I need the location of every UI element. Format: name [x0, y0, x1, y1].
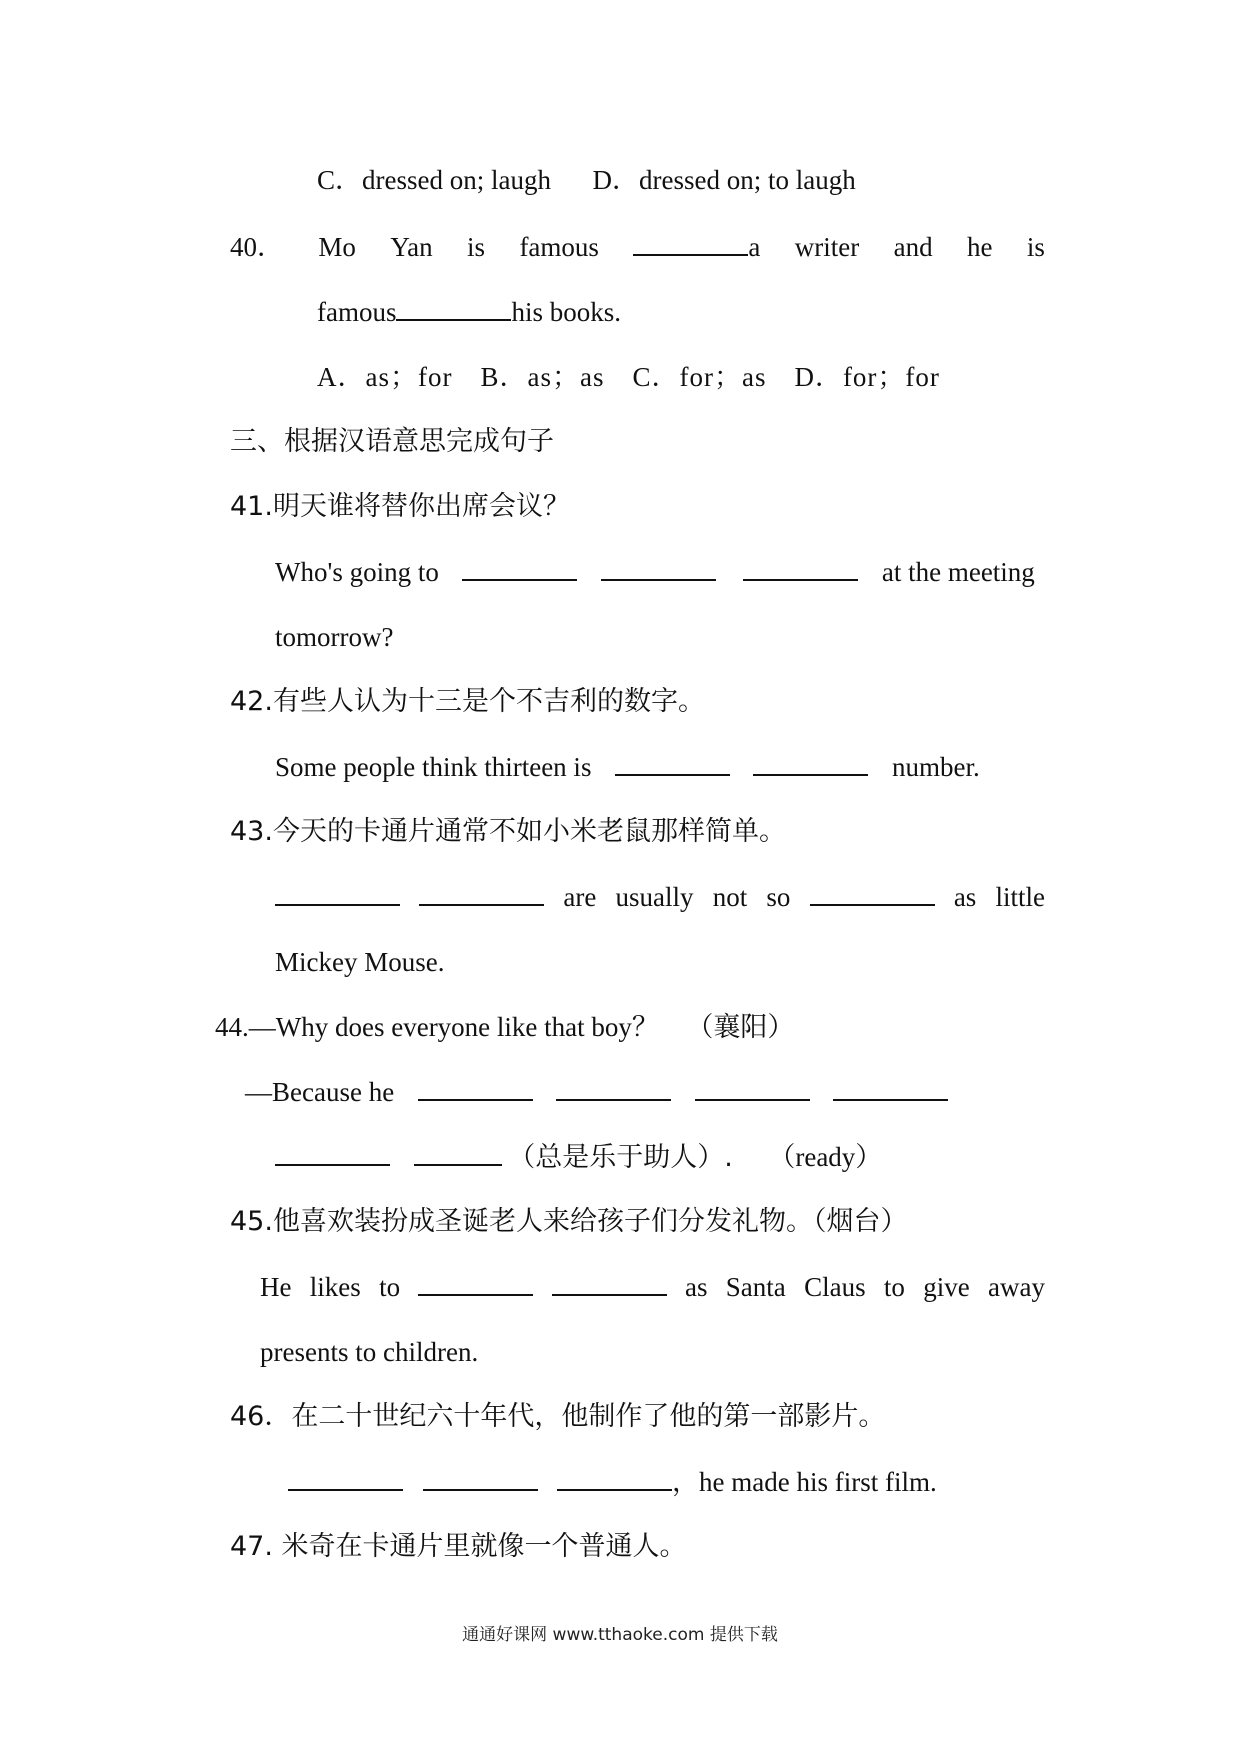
q45-word: give: [923, 1272, 970, 1302]
q44-prompt: [215, 1010, 794, 1045]
q45-word: away: [988, 1272, 1045, 1302]
q45-word: Santa: [725, 1272, 786, 1302]
q39-options-cd: [317, 163, 856, 197]
q41-post: at the meeting: [881, 557, 1035, 587]
answer-blank[interactable]: [753, 750, 868, 776]
q40-word: famous: [519, 232, 599, 262]
q45-word: Claus: [804, 1272, 866, 1302]
answer-blank[interactable]: [396, 295, 511, 321]
q46-line1: [288, 1465, 937, 1499]
q45-word: likes: [309, 1272, 361, 1302]
q44-pre: —Because he: [245, 1077, 395, 1107]
q44-hint: （总是乐于助人）.: [508, 1142, 733, 1173]
q43-word: not: [712, 882, 748, 912]
q42-line1: [275, 750, 980, 784]
option-d: D．dressed on; to laugh: [592, 165, 856, 195]
q41-line1: [275, 555, 1035, 589]
answer-blank[interactable]: [695, 1075, 810, 1101]
answer-blank[interactable]: [833, 1075, 948, 1101]
q40-word: is: [1026, 232, 1045, 262]
q40-blank-group: [633, 230, 760, 264]
q45-word: to: [379, 1272, 401, 1302]
q43-word: usually: [615, 882, 694, 912]
q43-prompt: 43.今天的卡通片通常不如小米老鼠那样简单。: [230, 816, 786, 847]
q43-line1: [275, 880, 1045, 914]
q40-word: writer: [794, 232, 860, 262]
answer-blank[interactable]: [418, 1075, 533, 1101]
q40-options: A．as；for B．as；as C．for；as D．for；for: [317, 362, 940, 392]
answer-blank[interactable]: [275, 1140, 390, 1166]
q43-word: so: [766, 882, 791, 912]
q40-word: is: [467, 232, 486, 262]
q41-line2: tomorrow?: [275, 622, 394, 652]
answer-blank[interactable]: [557, 1465, 672, 1491]
answer-blank[interactable]: [462, 555, 577, 581]
q44-line2: [275, 1140, 882, 1175]
q44-line1: [245, 1075, 948, 1109]
q44-source: （襄阳）: [686, 1012, 795, 1043]
answer-blank[interactable]: [419, 880, 544, 906]
answer-blank[interactable]: [601, 555, 716, 581]
answer-blank[interactable]: [414, 1140, 502, 1166]
q40-line2: [317, 295, 621, 329]
q40-line1: [230, 230, 1045, 264]
section-title: 三、根据汉语意思完成句子: [230, 426, 554, 457]
answer-blank[interactable]: [275, 880, 400, 906]
q40-word: a: [748, 232, 761, 262]
q40-word: he: [966, 232, 993, 262]
q45-line1: [260, 1270, 1045, 1304]
answer-blank[interactable]: [556, 1075, 671, 1101]
q46-post: ，he made his first film.: [672, 1467, 937, 1497]
q45-word: He: [260, 1272, 292, 1302]
answer-blank[interactable]: [633, 230, 748, 256]
answer-blank[interactable]: [615, 750, 730, 776]
q43-word: as: [953, 882, 977, 912]
q40-number: 40．: [230, 232, 284, 262]
answer-blank[interactable]: [288, 1465, 403, 1491]
answer-blank[interactable]: [743, 555, 858, 581]
option-c: C．dressed on; laugh: [317, 165, 551, 195]
answer-blank[interactable]: [552, 1270, 667, 1296]
q41-pre: Who's going to: [275, 557, 439, 587]
q40-word: and: [893, 232, 933, 262]
q40-line2-pre: famous: [317, 297, 397, 327]
q42-prompt: 42.有些人认为十三是个不吉利的数字。: [230, 686, 705, 717]
q43-line2: Mickey Mouse.: [275, 947, 445, 977]
q46-prompt: 46．在二十世纪六十年代，他制作了他的第一部影片。: [230, 1401, 886, 1432]
q43-word: little: [995, 882, 1045, 912]
q40-word: Mo: [318, 232, 356, 262]
page-footer: 通通好课网 www.tthaoke.com 提供下载: [462, 1625, 778, 1645]
q43-word: are: [563, 882, 597, 912]
q42-pre: Some people think thirteen is: [275, 752, 592, 782]
answer-blank[interactable]: [810, 880, 935, 906]
answer-blank[interactable]: [423, 1465, 538, 1491]
q45-word: to: [883, 1272, 905, 1302]
q45-line2: presents to children.: [260, 1337, 479, 1367]
answer-blank[interactable]: [418, 1270, 533, 1296]
q42-post: number.: [891, 752, 980, 782]
q44-question: 44.—Why does everyone like that boy？: [215, 1012, 659, 1042]
q40-line2-post: his books.: [511, 297, 622, 327]
q47-prompt: 47. 米奇在卡通片里就像一个普通人。: [230, 1531, 687, 1562]
q45-word: as: [684, 1272, 708, 1302]
q45-prompt: 45.他喜欢装扮成圣诞老人来给孩子们分发礼物。（烟台）: [230, 1206, 908, 1237]
q40-word: Yan: [390, 232, 433, 262]
q41-prompt: 41.明天谁将替你出席会议？: [230, 491, 570, 522]
q44-word-hint: （ready）: [768, 1142, 883, 1172]
